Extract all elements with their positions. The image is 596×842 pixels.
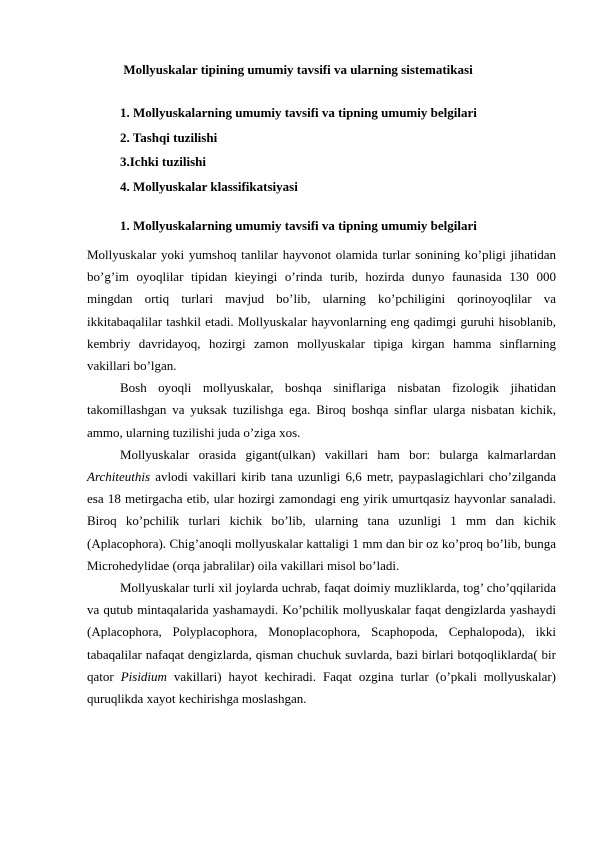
- toc-item: 1. Mollyuskalarning umumiy tavsifi va tipning umumiy belgilari: [120, 105, 477, 120]
- paragraph-text: Mollyuskalar turli xil joylarda uchrab, faqat doimiy muzliklarda, tog’ cho’qqilarida va qutub mintaqalarida yashamaydi. Ko’pchilik mollyuskalar faqat dengizlarda yashaydi (Aplacophora, Polyplacophora, Monoplacophora, Scaphopoda, Cephalopoda), ikki tabaqalilar nafaqat dengizlarda, qisman chuchuk suvlarda, bazi birlari botqoqliklarda( bir qator: [87, 580, 556, 684]
- toc-item: 3.Ichki tuzilishi: [120, 154, 206, 169]
- paragraph: Bosh oyoqli mollyuskalar, boshqa siniflariga nisbatan fizologik jihatidan takomillashgan va yuksak tuzilishga ega. Biroq boshqa sinflar ularga nisbatan kichik, ammo, ularning tuzilishi juda o’ziga xos.: [87, 380, 556, 440]
- section-heading: 1. Mollyuskalarning umumiy tavsifi va tipning umumiy belgilari: [120, 218, 477, 233]
- paragraph-text: vakillari) hayot kechiradi. Faqat ozgina turlar (o’pkali mollyuskalar) quruqlikda xayot kechirishga moslashgan.: [87, 668, 556, 707]
- table-of-contents: [120, 101, 477, 199]
- genus-name-italic: Pisidium: [120, 668, 167, 684]
- paragraph: [87, 444, 556, 577]
- paragraph: Mollyuskalar yoki yumshoq tanlilar hayvonot olamida turlar sonining ko’pligi jihatidan bo’g’im oyoqlilar tipidan kieyingi o’rinda turib, hozirda dunyo faunasida 130 000 mingdan ortiq turlari mavjud bo’lib, ularning ko’pchiligini qorinoyoqlilar va ikkitabaqalilar tashkil etadi. Mollyuskalar hayvonlarning eng qadimgi guruhi hisoblanib, kembriy davridayoq, hozirgi zamon mollyuskalar tipiga kirgan hamma sinflarning vakillari bo’lgan.: [87, 247, 556, 374]
- body-text: [87, 244, 556, 710]
- paragraph-text: avlodi vakillari kirib tana uzunligi 6,6 metr, paypaslagichlari cho’zilganda esa 18 metirgacha etib, ular hozirgi zamondagi eng yirik umurtqasiz hayvonlar sanaladi. Biroq ko’pchilik turlari kichik bo’lib, ularning tana uzunligi 1 mm dan kichik (Aplacophora). Chig’anoqli mollyuskalar kattaligi 1 mm dan bir oz ko’proq bo’lib, bunga Microhedylidae (orqa jabralilar) oila vakillari misol bo’ladi.: [87, 469, 556, 573]
- document-title: Mollyuskalar tipining umumiy tavsifi va ularning sistematikasi: [123, 62, 473, 77]
- paragraph: [87, 577, 556, 710]
- toc-item: 4. Mollyuskalar klassifikatsiyasi: [120, 178, 298, 194]
- toc-item: 2. Tashqi tuzilishi: [120, 129, 218, 145]
- paragraph-text: Mollyuskalar orasida gigant(ulkan) vakillari ham bor: bularga kalmarlardan: [120, 446, 556, 462]
- genus-name-italic: Architeuthis: [87, 469, 151, 485]
